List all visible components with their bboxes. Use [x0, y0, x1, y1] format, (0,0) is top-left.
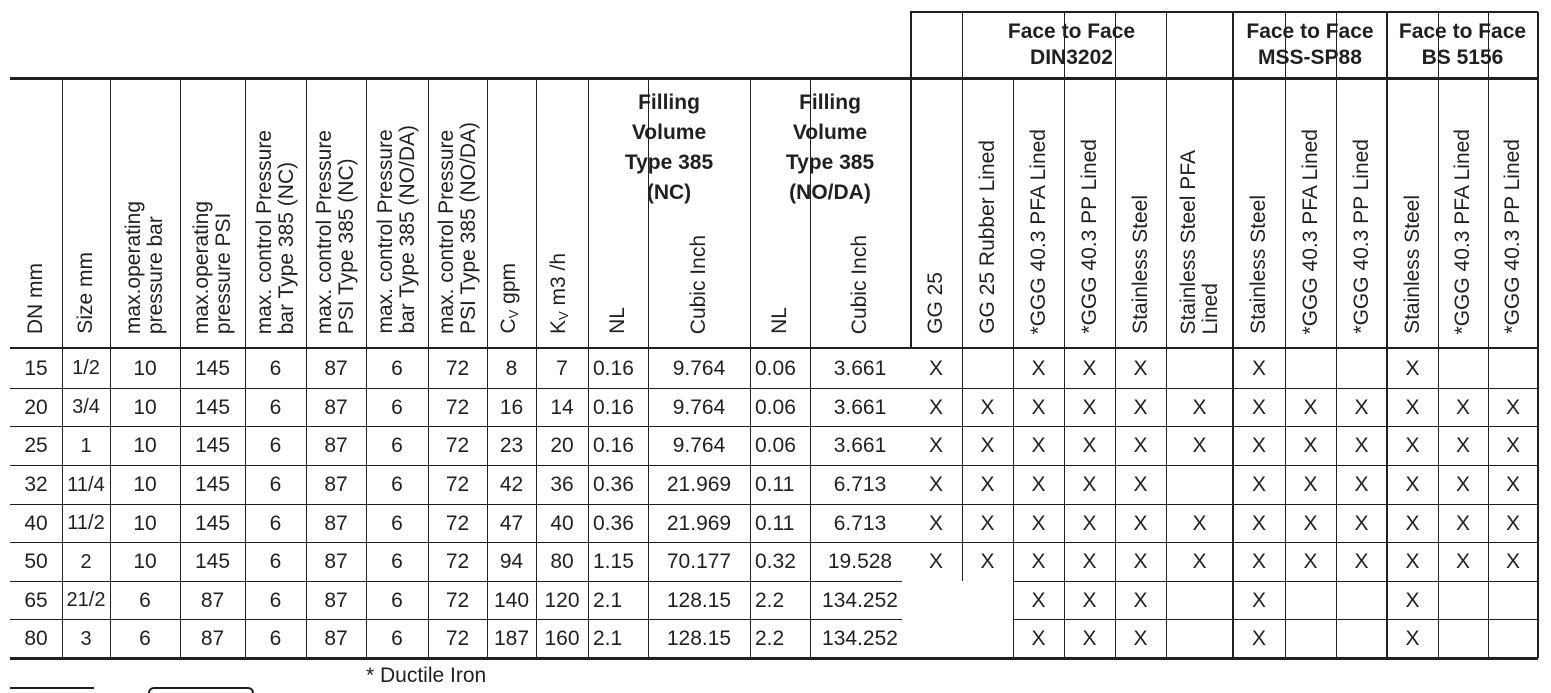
column-header-ss — [1387, 79, 1438, 334]
table-cell: X — [1303, 395, 1318, 419]
table-cell: 145 — [194, 511, 231, 535]
table-cell: X — [1354, 473, 1369, 496]
table-cell: 10 — [133, 511, 157, 535]
table-cell: X — [1405, 434, 1420, 457]
column-header-nl — [750, 209, 810, 334]
column-header-text: GG 25 — [924, 272, 947, 334]
table-cell: 87 — [324, 550, 348, 573]
table-cell: 87 — [324, 473, 348, 496]
table-cell: 160 — [544, 627, 580, 650]
column-header-text: max. control Pressure PSI Type 385 (NC) — [313, 129, 358, 334]
table-cell: 145 — [194, 434, 231, 457]
table-cell: 94 — [499, 550, 524, 573]
table-cell — [1438, 619, 1488, 658]
table-cell: 2 — [80, 550, 92, 573]
table-cell: X — [928, 356, 943, 380]
table-cell: 20 — [24, 395, 48, 419]
cv-symbol: C — [496, 318, 520, 334]
column-header-kv — [536, 79, 588, 334]
table-cell: 36 — [550, 473, 574, 496]
table-cell: 10 — [133, 395, 157, 419]
table-cell: 2.1 — [593, 627, 623, 650]
table-cell: 10 — [133, 434, 157, 457]
table-cell: 72 — [445, 550, 470, 573]
table-cell: X — [1031, 627, 1046, 650]
table-cell: X — [1405, 511, 1420, 535]
table-cell: 50 — [24, 550, 48, 573]
table-cell — [962, 348, 1013, 388]
table-cell: 21.969 — [666, 511, 732, 535]
table-cell: 47 — [499, 511, 524, 535]
table-cell: X — [1405, 356, 1420, 380]
table-cell: X — [928, 395, 943, 419]
table-cell: 9.764 — [672, 395, 726, 419]
table-cell: X — [1192, 434, 1207, 457]
table-cell: 87 — [324, 627, 348, 650]
table-cell: 10 — [133, 473, 157, 496]
table-cell: 0.32 — [755, 550, 796, 573]
table-cell: X — [1405, 550, 1420, 573]
table-cell: 65 — [24, 588, 48, 612]
table-cell: 0.11 — [755, 473, 795, 496]
table-cell: 145 — [194, 395, 231, 419]
table-cell: X — [1505, 473, 1520, 496]
column-header-fill-nc: Filling Volume Type 385 (NC) — [624, 91, 714, 204]
column-header-text: Stainless Steel — [1128, 195, 1152, 334]
table-cell: 6 — [139, 588, 151, 612]
table-cell: X — [980, 434, 995, 457]
table-cell: 80 — [550, 550, 574, 573]
table-cell: X — [1251, 395, 1266, 419]
table-cell — [1166, 348, 1233, 388]
table-cell: 72 — [445, 395, 470, 419]
table-cell: X — [1133, 434, 1148, 457]
kv-symbol: K — [547, 319, 571, 334]
table-cell: X — [1251, 550, 1266, 573]
table-cell: 6 — [391, 434, 403, 457]
column-header-text: Cubic Inch — [687, 234, 710, 334]
table-cell: X — [1192, 550, 1207, 573]
column-header-text: max.operating pressure bar — [122, 200, 167, 334]
column-header-ppsi — [180, 79, 245, 334]
table-cell: 6 — [391, 395, 403, 419]
table-cell: X — [1251, 511, 1266, 535]
table-cell: 3.661 — [833, 395, 887, 419]
column-header-text: max. control Pressure PSI Type 385 (NO/DA) — [434, 121, 480, 334]
column-header-text: *GGG 40.3 PP Lined — [1501, 139, 1524, 334]
table-cell: X — [1405, 395, 1420, 419]
table-cell: 1.15 — [593, 550, 634, 573]
column-header-text: *GGG 40.3 PFA Lined — [1026, 128, 1050, 334]
table-cell: 87 — [324, 511, 348, 535]
table-cell — [1336, 581, 1387, 619]
table-cell: X — [1251, 588, 1266, 612]
table-cell: X — [928, 550, 943, 573]
footnote: * Ductile Iron — [366, 664, 487, 687]
table-cell: 20 — [550, 434, 574, 457]
table-cell: 6 — [269, 550, 282, 573]
table-cell: 15 — [24, 356, 48, 380]
table-cell: 72 — [445, 627, 470, 650]
table-cell: X — [1251, 434, 1266, 457]
table-cell: 87 — [324, 356, 348, 380]
column-header-text — [498, 263, 525, 334]
column-header-cbar-nc — [245, 79, 306, 334]
column-header-ss — [1115, 79, 1166, 334]
table-cell: 0.06 — [755, 356, 796, 380]
table-cell: 87 — [324, 434, 348, 457]
table-cell: 72 — [445, 473, 470, 496]
table-cell: X — [1133, 550, 1148, 573]
table-cell: 72 — [445, 511, 470, 535]
column-header-text: Cubic Inch — [848, 234, 871, 334]
table-cell: X — [980, 511, 995, 535]
table-cell: X — [1505, 511, 1520, 535]
table-cell: X — [1303, 473, 1318, 496]
column-header-ggg-pfa — [1285, 79, 1336, 334]
table-cell: X — [1354, 550, 1369, 573]
table-cell — [1166, 465, 1233, 504]
cv-unit: gpm — [496, 263, 520, 311]
table-cell: X — [1082, 588, 1097, 612]
column-header-text: Stainless Steel — [1247, 195, 1270, 334]
cv-subscript: V — [506, 310, 522, 319]
table-cell: 40 — [24, 511, 48, 535]
table-cell: 1/2 — [72, 357, 100, 379]
column-header-text: *GGG 40.3 PFA Lined — [1451, 128, 1474, 334]
table-cell: 0.06 — [755, 395, 796, 419]
column-header-text: NL — [768, 307, 791, 334]
table-cell — [1336, 348, 1387, 388]
table-cell: X — [1133, 395, 1148, 419]
column-header-cv — [487, 79, 536, 334]
table-cell: X — [1031, 473, 1046, 496]
table-cell: X — [1303, 434, 1318, 457]
table-cell — [1488, 581, 1538, 619]
column-header-ggg-pfa — [1013, 79, 1064, 334]
table-cell: 40 — [550, 511, 574, 535]
column-header-ggg-pp — [1064, 79, 1115, 334]
table-cell: 3.661 — [833, 356, 887, 380]
table-cell: X — [1455, 395, 1470, 419]
column-header-text: Size mm — [74, 252, 97, 334]
table-cell: 6 — [269, 395, 282, 419]
table-cell: X — [1082, 434, 1097, 457]
table-cell: 120 — [544, 588, 580, 612]
table-cell: 145 — [194, 356, 231, 380]
table-cell — [1285, 619, 1336, 658]
footer-tab-left — [10, 687, 94, 693]
table-cell: 6 — [391, 356, 403, 380]
table-cell: X — [1031, 550, 1046, 573]
table-cell: 6.713 — [833, 511, 887, 535]
table-cell: X — [980, 395, 995, 419]
table-cell — [1336, 619, 1387, 658]
table-cell: 42 — [499, 473, 524, 496]
table-cell: 6 — [269, 434, 282, 457]
table-cell: 0.06 — [755, 434, 796, 457]
table-cell: X — [1455, 473, 1470, 496]
column-header-text: *GGG 40.3 PFA Lined — [1298, 128, 1322, 334]
table-cell: X — [1031, 395, 1046, 419]
table-cell: 0.16 — [593, 356, 634, 380]
table-cell: 8 — [505, 356, 518, 380]
table-cell: X — [1251, 627, 1266, 650]
table-cell: X — [1133, 588, 1148, 612]
table-cell — [1438, 581, 1488, 619]
table-cell — [1285, 348, 1336, 388]
column-header-pbar — [110, 79, 180, 334]
column-header-cpsi-nc — [306, 79, 366, 334]
table-cell: X — [928, 511, 943, 535]
table-cell: 70.177 — [666, 550, 732, 573]
table-cell: 6 — [391, 550, 403, 573]
column-header-gg25 — [910, 79, 962, 334]
table-cell: 6 — [391, 511, 403, 535]
column-header-ggg-pp — [1336, 79, 1387, 334]
table-cell: 128.15 — [666, 627, 732, 650]
table-cell: X — [1192, 511, 1207, 535]
table-cell: 11/4 — [67, 473, 105, 496]
table-cell — [910, 619, 962, 658]
column-header-text: Stainless Steel PFA Lined — [1176, 149, 1222, 334]
table-cell: 2.1 — [593, 588, 623, 612]
table-cell: X — [1455, 511, 1470, 535]
column-header-text — [548, 253, 575, 334]
table-cell: X — [1082, 395, 1097, 419]
table-cell: 6 — [269, 627, 282, 650]
table-cell: 87 — [200, 627, 225, 650]
table-cell: 145 — [194, 550, 231, 573]
table-cell: X — [1405, 473, 1420, 496]
table-cell: 87 — [324, 395, 348, 419]
column-header-ss — [1233, 79, 1285, 334]
table-cell: X — [1133, 627, 1148, 650]
table-cell: 32 — [24, 473, 48, 496]
table-cell: X — [1303, 511, 1318, 535]
table-cell: X — [928, 434, 943, 457]
table-cell: 2.2 — [755, 588, 785, 612]
table-cell: 6 — [391, 588, 403, 612]
group-header-din: Face to Face DIN3202 — [1007, 19, 1136, 69]
table-cell: 25 — [24, 434, 48, 457]
table-cell: 23 — [499, 434, 524, 457]
table-cell: X — [1031, 588, 1046, 612]
table-cell: 0.36 — [593, 473, 634, 496]
table-cell: 6 — [269, 356, 282, 380]
table-cell — [1166, 581, 1233, 619]
column-header-text: *GGG 40.3 PP Lined — [1349, 139, 1373, 334]
column-header-cbar-no — [366, 79, 428, 334]
table-cell: 0.11 — [755, 511, 795, 535]
table-cell: 2.2 — [755, 627, 785, 650]
table-cell: X — [1082, 511, 1097, 535]
table-cell: 21.969 — [666, 473, 732, 496]
table-cell: 1 — [80, 434, 92, 457]
table-cell: X — [980, 550, 995, 573]
table-cell: 145 — [194, 473, 231, 496]
table-cell: 10 — [133, 550, 157, 573]
table-cell: 134.252 — [822, 588, 898, 612]
group-header-bs: Face to Face BS 5156 — [1398, 19, 1527, 69]
table-cell: 6 — [391, 473, 403, 496]
table-cell: 72 — [445, 434, 470, 457]
footer-tab-right — [148, 687, 254, 693]
table-cell: X — [1455, 550, 1470, 573]
table-cell: 3.661 — [833, 434, 887, 457]
table-cell — [962, 619, 1013, 658]
column-header-dn — [10, 79, 62, 334]
table-cell: X — [1082, 550, 1097, 573]
table-cell: 72 — [445, 356, 470, 380]
table-cell: X — [1354, 395, 1369, 419]
column-header-text: max. control Pressure bar Type 385 (NO/DA) — [374, 125, 419, 334]
table-cell: X — [1192, 395, 1207, 419]
table-cell: X — [1455, 434, 1470, 457]
table-cell: X — [1082, 356, 1097, 380]
table-cell: 3 — [80, 627, 92, 650]
column-header-text: max.operating pressure PSI — [189, 200, 235, 334]
table-cell: 6 — [139, 627, 151, 650]
table-cell: 128.15 — [666, 588, 732, 612]
table-cell: X — [1133, 356, 1148, 380]
table-cell — [910, 581, 962, 619]
column-header-ggg-pfa — [1438, 79, 1488, 334]
table-cell: X — [1133, 511, 1148, 535]
table-cell: 6 — [391, 627, 403, 650]
table-cell: 6.713 — [833, 473, 887, 496]
table-cell — [1488, 619, 1538, 658]
table-cell: 9.764 — [672, 356, 726, 380]
column-header-text: Stainless Steel — [1400, 195, 1424, 334]
column-header-text: DN mm — [24, 262, 47, 334]
table-cell: X — [1354, 434, 1369, 457]
table-cell: 140 — [493, 588, 530, 612]
group-header-mss: Face to Face MSS-SP88 — [1246, 19, 1374, 69]
table-cell: X — [1505, 434, 1520, 457]
table-cell: 0.16 — [593, 395, 634, 419]
table-cell: 9.764 — [672, 434, 726, 457]
table-cell: 19.528 — [827, 550, 893, 573]
table-cell: X — [1031, 356, 1046, 380]
table-cell: X — [1354, 511, 1369, 535]
column-header-text: *GGG 40.3 PP Lined — [1077, 139, 1101, 334]
table-cell: 0.16 — [593, 434, 634, 457]
table-cell — [1166, 619, 1233, 658]
table-cell: 6 — [269, 511, 282, 535]
column-header-nl — [588, 209, 648, 334]
kv-unit: m3 /h — [547, 252, 571, 312]
table-cell: X — [1082, 627, 1097, 650]
column-header-text: GG 25 Rubber Lined — [975, 140, 999, 334]
column-header-cpsi-no — [428, 79, 487, 334]
column-header-text: NL — [606, 307, 629, 334]
column-header-ggg-pp — [1488, 79, 1538, 334]
table-cell: 0.36 — [593, 511, 634, 535]
table-cell: 21/2 — [66, 589, 106, 611]
table-cell: X — [1251, 473, 1266, 496]
table-cell: X — [1405, 627, 1420, 650]
table-cell: X — [1133, 473, 1148, 496]
column-header-text: max. control Pressure bar Type 385 (NC) — [252, 129, 298, 334]
table-cell: 134.252 — [822, 627, 898, 650]
table-cell — [1285, 581, 1336, 619]
table-cell: X — [980, 473, 995, 496]
table-cell: 10 — [133, 356, 157, 380]
table-cell: 11/2 — [67, 512, 105, 534]
table-cell: X — [1405, 588, 1420, 612]
table-cell — [962, 581, 1013, 619]
table-cell: 6 — [269, 588, 282, 612]
table-cell — [1488, 348, 1538, 388]
table-cell: 87 — [324, 588, 348, 612]
table-cell: 3/4 — [72, 396, 100, 418]
table-cell: X — [928, 473, 943, 496]
table-cell: 187 — [493, 627, 530, 650]
kv-subscript: V — [556, 311, 572, 320]
column-header-ss-pfa — [1166, 79, 1233, 334]
table-cell: 87 — [200, 588, 225, 612]
table-cell: X — [1505, 550, 1520, 573]
column-header-size — [62, 79, 110, 334]
table-cell — [1438, 348, 1488, 388]
table-cell: 80 — [24, 627, 48, 650]
column-header-ci — [810, 209, 910, 334]
table-cell: 16 — [499, 395, 524, 419]
table-cell: 72 — [445, 588, 470, 612]
table-cell: X — [1031, 511, 1046, 535]
table-cell: 14 — [550, 395, 574, 419]
table-cell: X — [1505, 395, 1520, 419]
table-cell: X — [1031, 434, 1046, 457]
table-cell: 6 — [269, 473, 282, 496]
table-cell: X — [1251, 356, 1266, 380]
table-cell: 7 — [556, 356, 568, 380]
table-cell: X — [1082, 473, 1097, 496]
table-cell: X — [1303, 550, 1318, 573]
column-header-ci — [648, 209, 750, 334]
column-header-fill-no: Filling Volume Type 385 (NO/DA) — [785, 91, 875, 204]
column-header-gg25rl — [962, 79, 1013, 334]
